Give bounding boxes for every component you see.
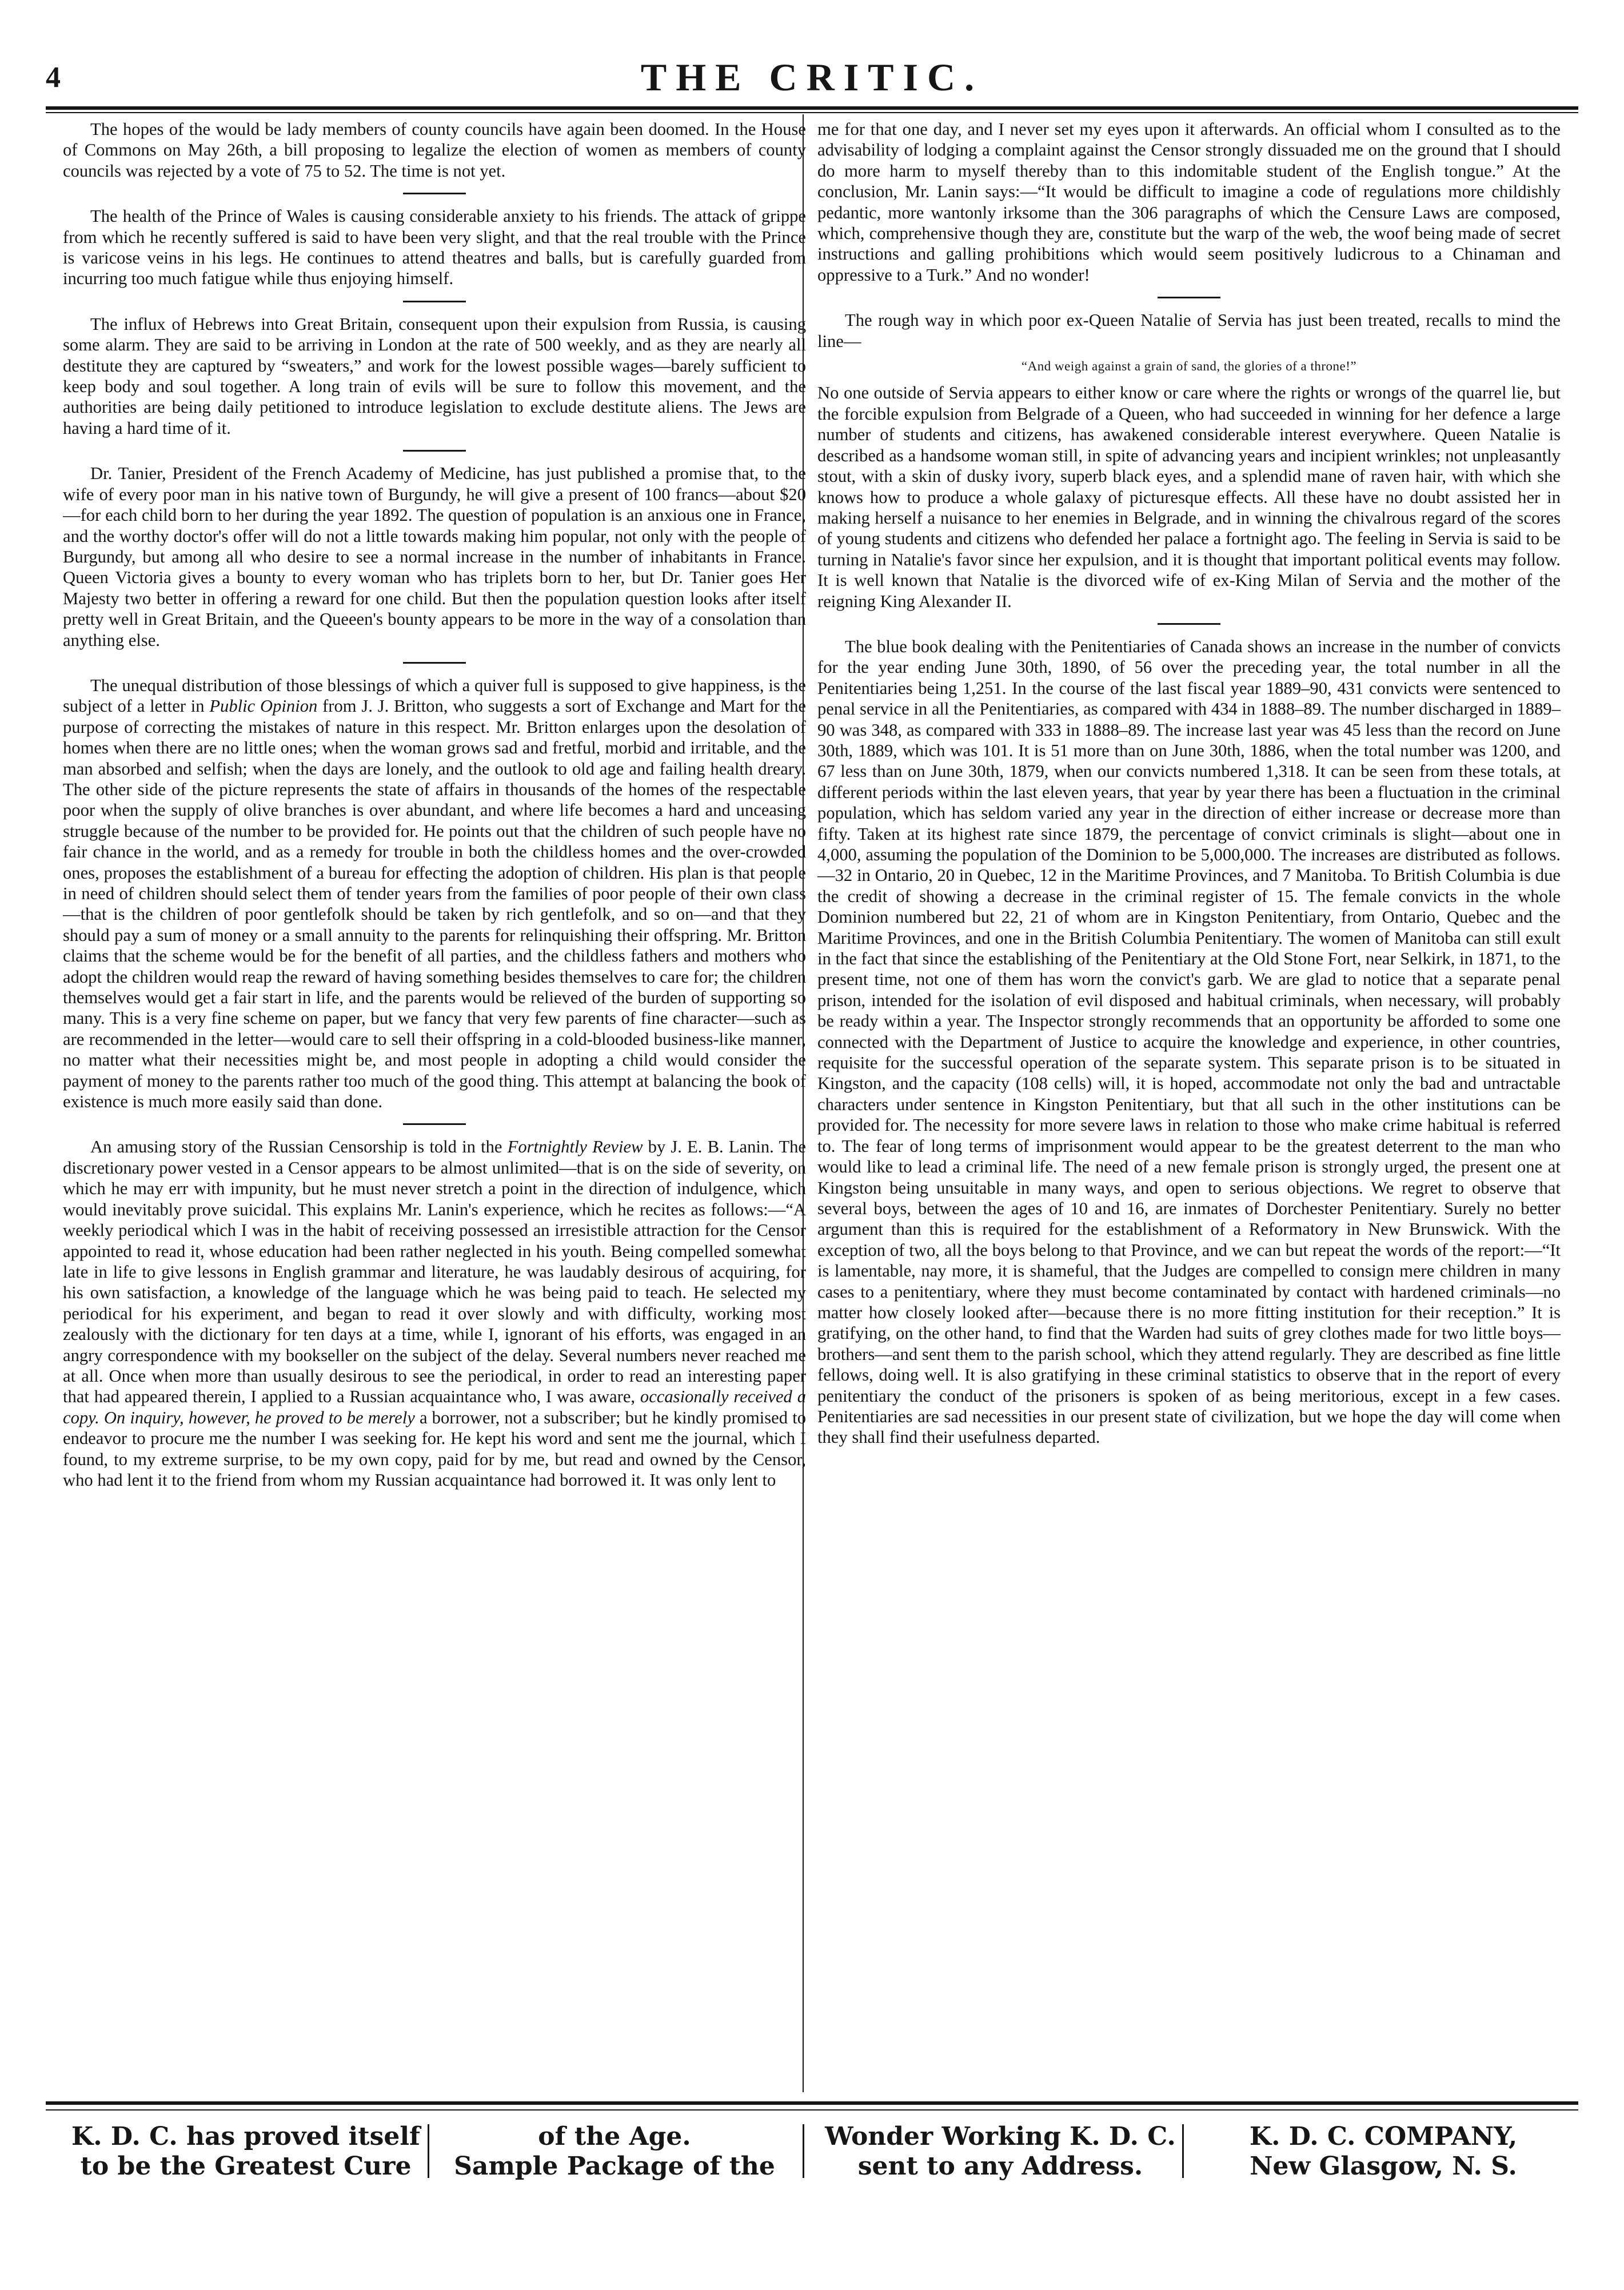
page-header <box>46 50 1578 103</box>
header-rule-thin <box>46 112 1578 113</box>
poetry-quote: “And weigh against a grain of sand, the glories of a throne!” <box>1021 359 1357 374</box>
article-separator <box>403 450 466 452</box>
article-county-councils: The hopes of the would be lady members of county councils have again been doomed. In the House of Commons on May 26th, a bill proposing to legalize the election of women as members of county councils was rejected by a vote of 75 to 52. The time is not yet. <box>63 119 806 181</box>
masthead-title: THE CRITIC. <box>640 55 984 99</box>
header-rule-thick <box>46 106 1578 110</box>
footer-rule-thick <box>46 2101 1578 2105</box>
advertisement-kdc-company: K. D. C. COMPANY, New Glasgow, N. S. <box>1249 2122 1518 2181</box>
article-separator <box>403 1123 466 1125</box>
article-britton-adoption: The unequal distribution of those blessings of which a quiver full is supposed to give happiness, is the subject of a letter in Public Opinion from J. J. Britton, who suggests a sort of Exchange and Mart for the purpose of correcting the mistakes of nature in this respect. Mr. Britton enlarges upon the desolation of homes when there are no little ones; when the woman grows sad and fretful, morbid and irritable, and the man absorbed and selfish; when the days are lonely, and the outlook to old age and failing health dreary. The other side of the picture represents the state of affairs in thousands of the homes of the respectable poor when the supply of olive branches is over abundant, and where life becomes a hard and unceasing struggle because of the number to be provided for. He points out that the children of such people have no fair chance in the world, and as a remedy for trouble in both the childless homes and the over-crowded ones, proposes the establishment of a bureau for effecting the adoption of children. His plan is that people in need of children should select them of tender years from the families of poor people of their own class—that is the children of poor gentlefolk should be taken by rich gentlefolk, and so on—and that they should pay a sum of money or a small annuity to the parents for relinquishing their offspring. Mr. Britton claims that the scheme would be for the benefit of all parties, and the childless fathers and mothers who adopt the children would reap the reward of having something besides themselves to care for; the children themselves would get a fair start in life, and the parents would be relieved of the burden of supporting so many. This is a very fine scheme on paper, but we fancy that very few parents of fine character—such as are recommended in the letter—would care to sell their offspring in a cold-blooded business-like manner, no matter what their necessities might be, and most people in adopting a child would consider the payment of money to the parents rather too much of the good thing. This attempt at balancing the book of existence is much more easily said than done. <box>63 675 806 1112</box>
article-dr-tanier: Dr. Tanier, President of the French Academy of Medicine, has just published a promise that, to the wife of every poor man in his native town of Burgundy, he will give a present of 100 francs—about $20—for each child born to her during the year 1892. The question of population is an anxious one in France, and the worthy doctor's offer will do not a little towards making him popular, not only with the people of Burgundy, but among all who desire to see a normal increase in the number of inhabitants in France. Queen Victoria gives a bounty to every woman who has triplets born to her, but Dr. Tanier goes Her Majesty two better in offering a reward for one child. But then the population question looks after itself pretty well in Great Britain, and the Queeen's bounty appears to be more in the way of a consolation than anything else. <box>63 464 806 650</box>
advertisement-kdc-3: Wonder Working K. D. C. sent to any Address. <box>825 2122 1176 2181</box>
footer-rule-thin <box>46 2109 1578 2111</box>
article-penitentiaries: The blue book dealing with the Penitentiaries of Canada shows an increase in the number of convicts for the year ending June 30th, 1890, of 56 over the preceding year, the total number in all the Penitentiaries being 1,251. In the course of the last fiscal year 1889–90, 431 convicts were sentenced to penal service in all the Penitentiaries, as compared with 434 in 1888–89. The number discharged in 1889–90 was 348, as compared with 333 in 1888–89. The increase last year was 45 less than the record on June 30th, 1889, which was 101. It is 51 more than on June 30th, 1886, when the total number was 1200, and 67 less than on June 30th, 1879, when our convicts numbered 1,318. It can be seen from these totals, at different periods within the last eleven years, that year by year there has been a fluctuation in the criminal population, which has seldom varied any year in the direction of either increase or decrease more than fifty. Taken at its highest rate since 1879, the percentage of convict criminals is slight—about one in 4,000, assuming the population of the Dominion to be 5,000,000. The increases are distributed as follows.—32 in Ontario, 20 in Quebec, 12 in the Maritime Provinces, and 7 Manitoba. To British Columbia is due the credit of showing a decrease in the criminal register of 15. The female convicts in the whole Dominion numbered but 22, 21 of whom are in Kingston Penitentiary, from Ontario, Quebec and the Maritime Provinces, and one in the British Columbia Penitentiary. The women of Manitoba can still exult in the fact that since the establishing of the Penitentiary at the Old Stone Fort, near Selkirk, in 1871, to the present time, not one of them has worn the convict's garb. We are glad to notice that a separate penal prison, intended for the isolation of evil disposed and habitual criminals, when necessary, will probably be ready within a year. The Inspector strongly recommends that an opportunity be afforded to some one connected with the Department of Justice to acquire the knowledge and experience, in other countries, requisite for the successful operation of the separate system. This separate prison is to be situated in Kingston, and the capacity (108 cells) will, it is hoped, accommodate not only the bad and untractable characters under sentence in Kingston Penitentiary, but that all such in the other institutions can be provided for. The necessity for more severe laws in relation to those who make crime habitual is referred to. The fear of long terms of imprisonment would appear to be the greatest deterrent to the man who would like to lead a criminal life. The need of a new female prison is strongly urged, the present one at Kingston being unsuitable in many ways, and open to serious objections. We regret to observe that several boys, between the ages of 10 and 16, are inmates of Dorchester Penitentiary. Surely no better argument than this is required for the establishment of a Reformatory in New Brunswick. With the exception of two, all the boys belong to that Province, and we can but repeat the words of the report:—“It is lamentable, nay more, it is shameful, that the Judges are compelled to consign mere children in many cases to a penitentiary, where they must become contaminated by contact with hardened criminals—no matter how closely looked after—because there is no more fitting institution for their reception.” It is gratifying, on the other hand, to find that the Warden had suits of grey clothes made for two little boys—brothers—and sent them to the parish school, which they attend regularly. They are described as fine little fellows, doing well. It is also gratifying in these criminal statistics to observe that in the report of every penitentiary the conduct of the prisoners is spoken of as being meritorious, except in a few cases. Penitentiaries are sad necessities in our present state of civilization, but we hope the day will come when they shall find their usefulness departed. <box>817 636 1561 1447</box>
article-separator <box>1158 623 1220 625</box>
publication-name: Fortnightly Review <box>507 1137 643 1157</box>
right-column <box>817 119 1561 2085</box>
advertisement-kdc-1: K. D. C. has proved itself to be the Greatest Cure <box>71 2122 420 2181</box>
article-separator <box>403 662 466 664</box>
article-hebrew-influx: The influx of Hebrews into Great Britain, consequent upon their expulsion from Russia, is causing some alarm. They are said to be arriving in London at the rate of 500 weekly, and as they are nearly all destitute they are captured by “sweaters,” and work for the lowest possible wages—barely sufficient to keep body and soul together. A long train of evils will be sure to follow this movement, and the authorities are being daily petitioned to introduce legislation to exclude destitute aliens. The Jews are having a hard time of it. <box>63 314 806 438</box>
article-prince-of-wales: The health of the Prince of Wales is causing considerable anxiety to his friends. The attack of grippe from which he recently suffered is said to have been very slight, and that the real trouble with the Prince is varicose veins in his legs. He continues to attend theatres and balls, but is carefully guarded from incurring too much fatigue while thus enjoying himself. <box>63 206 806 289</box>
ad-divider <box>1182 2124 1184 2178</box>
page-number: 4 <box>46 61 61 94</box>
ad-divider <box>803 2124 804 2178</box>
ad-divider <box>428 2124 429 2178</box>
article-censorship-continued: me for that one day, and I never set my eyes upon it afterwards. An official whom I consulted as to the advisability of lodging a complaint against the Censor strongly dissuaded me on the ground that I should do more harm to myself thereby than to this indomitable student of the English tongue.” At the conclusion, Mr. Lanin says:—“It would be difficult to imagine a code of regulations more childishly pedantic, more wantonly irksome than the 306 paragraphs of which the Censure Laws are composed, which, comprehensive though they are, constitute but the warp of the web, the woof being made of secret instructions and galling prohibitions which would seem positively ludicrous to a Chinaman and oppressive to a Turk.” And no wonder! <box>817 119 1561 285</box>
article-russian-censorship: An amusing story of the Russian Censorship is told in the Fortnightly Review by J. E. B. Lanin. The discretionary power vested in a Censor appears to be almost unlimited—that is on the side of severity, on which he may err with impunity, but he must never stretch a point in the direction of indulgence, which would inevitably prove suicidal. This explains Mr. Lanin's experience, which he recites as follows:—“A weekly periodical which I was in the habit of receiving possessed an irresistible attraction for the Censor appointed to read it, whose education had been rather neglected in his youth. Being compelled somewhat late in life to give lessons in English grammar and literature, he was laudably desirous of acquiring, for his own satisfaction, a knowledge of the language which he was being paid to teach. He selected my periodical for his experiment, and began to read it over slowly and with difficulty, working most zealously with the dictionary for ten days at a time, while I, ignorant of his efforts, was engaged in an angry correspondence with my bookseller on the subject of the delay. Several numbers never reached me at all. Once when more than usually desirous to see the periodical, in order to read an interesting paper that had appeared therein, I applied to a Russian acquaintance who, I was aware, occasionally received a copy. On inquiry, however, he proved to be merely a borrower, not a subscriber; but he kindly promised to endeavor to procure me the number I was seeking for. He kept his word and sent me the journal, which I found, to my extreme surprise, to be my own copy, paid for by me, but read and owned by the Censor, who had lent it to the friend from whom my Russian acquaintance had borrowed it. It was only lent to <box>63 1137 806 1490</box>
left-column <box>63 119 806 2085</box>
publication-name: Public Opinion <box>209 696 318 716</box>
article-queen-natalie: No one outside of Servia appears to either know or care where the rights or wrongs of the quarrel lie, but the forcible expulsion from Belgrade of a Queen, who had succeeded in winning for her defence a large number of students and citizens, has awakened considerable interest everywhere. Queen Natalie is described as a handsome woman still, in spite of advancing years and incipient wrinkles; not unpleasantly stout, with a skin of dusky ivory, superb black eyes, and a splendid mane of raven hair, with which she knows how to produce a whole galaxy of picturesque effects. All these have no doubt assisted her in making herself a nuisance to her enemies in Belgrade, and in winning the chivalrous regard of the scores of young students and citizens who defended her palace a fortnight ago. The feeling in Servia is said to be turning in Natalie's favor since her expulsion, and it is thought that important political events may follow. It is well known that Natalie is the divorced wife of ex-King Milan of Servia and the mother of the reigning King Alexander II. <box>817 383 1561 611</box>
article-separator <box>403 193 466 194</box>
article-separator <box>1158 297 1220 298</box>
article-queen-natalie-intro: The rough way in which poor ex-Queen Natalie of Servia has just been treated, recalls to mind the line— <box>817 310 1561 351</box>
advertisement-kdc-2: of the Age. Sample Package of the <box>454 2122 775 2181</box>
article-separator <box>403 301 466 302</box>
